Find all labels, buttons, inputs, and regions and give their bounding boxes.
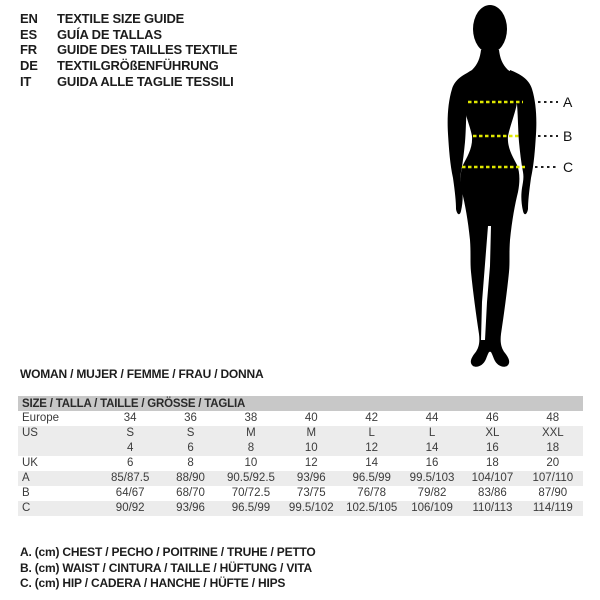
marker-label-c: C (563, 159, 574, 175)
size-cell: 46 (486, 412, 499, 424)
size-cell: 18 (486, 457, 499, 469)
table-row (18, 471, 583, 486)
size-cell: 79/82 (417, 487, 447, 499)
row-label: US (22, 427, 38, 439)
size-cell: 20 (546, 457, 560, 469)
language-list (20, 11, 237, 89)
row-label: B (22, 487, 30, 499)
size-cell: 6 (187, 442, 194, 454)
language-code: DE (20, 58, 38, 74)
section-title: WOMAN / MUJER / FEMME / FRAU / DONNA (20, 367, 264, 381)
size-cell: 76/78 (357, 487, 387, 499)
language-row (20, 73, 237, 89)
legend-line-chest: A. (cm) CHEST / PECHO / POITRINE / TRUHE / PETTO (20, 545, 316, 559)
legend-line-hip: C. (cm) HIP / CADERA / HANCHE / HÜFTE / HIPS (20, 576, 286, 591)
size-cell: 10 (304, 442, 318, 454)
table-row (18, 501, 583, 516)
woman-silhouette-illustration (420, 2, 565, 372)
table-row (18, 411, 583, 426)
size-cell: 102.5/105 (346, 502, 398, 514)
size-table-head (18, 396, 583, 411)
size-cell: 87/90 (538, 487, 568, 499)
table-row (18, 441, 583, 456)
size-cell: 85/87.5 (111, 472, 150, 484)
size-cell: 8 (247, 442, 255, 454)
size-cell: 107/110 (532, 472, 574, 484)
size-cell: XL (485, 427, 500, 439)
size-table-body (18, 411, 583, 516)
size-cell: 14 (365, 457, 379, 469)
size-cell: 73/75 (296, 487, 326, 499)
size-cell: 14 (425, 442, 439, 454)
size-cell: 16 (425, 457, 439, 469)
size-cell: 40 (304, 412, 318, 424)
size-cell: 90/92 (115, 502, 145, 514)
table-row (18, 426, 583, 441)
language-title: GUÍA DE TALLAS (57, 26, 162, 42)
size-cell: 12 (304, 457, 318, 469)
row-label: C (22, 502, 31, 514)
language-row (20, 11, 237, 27)
language-row (20, 27, 237, 43)
row-label: UK (22, 457, 38, 469)
size-cell: 83/86 (478, 487, 507, 499)
size-cell: M (306, 427, 317, 439)
size-cell: 18 (546, 442, 560, 454)
size-cell: 68/70 (176, 487, 205, 499)
size-cell: 48 (546, 412, 560, 424)
size-cell: 99.5/102 (288, 502, 334, 514)
size-cell: 64/67 (115, 487, 145, 499)
size-cell: 4 (126, 442, 134, 454)
marker-label-b: B (563, 128, 573, 144)
language-code: EN (20, 11, 38, 27)
size-cell: 12 (365, 442, 379, 454)
size-table (18, 396, 583, 516)
language-code: IT (20, 73, 32, 89)
size-cell: 104/107 (471, 472, 514, 484)
row-label: Europe (22, 412, 60, 424)
table-row (18, 456, 583, 471)
size-cell: 16 (486, 442, 499, 454)
size-cell: 93/96 (176, 502, 205, 514)
size-cell: 10 (244, 457, 258, 469)
size-cell: 44 (425, 412, 439, 424)
language-code: FR (20, 42, 37, 58)
size-cell: 93/96 (296, 472, 326, 484)
size-cell: S (126, 427, 135, 439)
language-title: TEXTILGRÖßENFÜHRUNG (57, 58, 219, 74)
size-cell: 96.5/99 (352, 472, 391, 484)
size-cell: 34 (123, 412, 137, 424)
size-cell: S (186, 427, 195, 439)
size-cell: 110/113 (472, 502, 513, 514)
measurement-legend (20, 545, 316, 592)
language-row (20, 42, 237, 58)
size-cell: 96.5/99 (231, 502, 271, 514)
size-cell: L (368, 427, 375, 439)
size-cell: 106/109 (411, 502, 453, 514)
size-cell: 88/90 (176, 472, 205, 484)
marker-label-a: A (563, 94, 573, 110)
size-cell: 114/119 (532, 502, 573, 514)
silhouette-head (473, 5, 507, 53)
measurement-figure (420, 2, 600, 372)
size-cell: M (246, 427, 256, 439)
size-cell: 6 (126, 457, 134, 469)
size-cell: 36 (184, 412, 197, 424)
row-label: A (22, 472, 30, 484)
size-cell: 70/72.5 (231, 487, 271, 499)
size-cell: 90.5/92.5 (226, 472, 275, 484)
language-row (20, 58, 237, 74)
language-title: GUIDE DES TAILLES TEXTILE (57, 42, 238, 58)
size-cell: XXL (541, 427, 564, 439)
size-cell: 99.5/103 (409, 472, 455, 484)
table-header: SIZE / TALLA / TAILLE / GRÖSSE / TAGLIA (18, 396, 583, 411)
table-row (18, 486, 583, 501)
language-title: TEXTILE SIZE GUIDE (57, 11, 185, 27)
table-header-row (18, 396, 583, 411)
language-title: GUIDA ALLE TAGLIE TESSILI (57, 73, 234, 89)
size-cell: L (428, 427, 436, 439)
legend-line-waist: B. (cm) WAIST / CINTURA / TAILLE / HÜFTUNG / VITA (20, 560, 312, 575)
row-label (18, 441, 100, 456)
size-cell: 38 (244, 412, 258, 424)
size-cell: 8 (187, 457, 194, 469)
size-cell: 42 (365, 412, 379, 424)
language-code: ES (20, 26, 37, 42)
